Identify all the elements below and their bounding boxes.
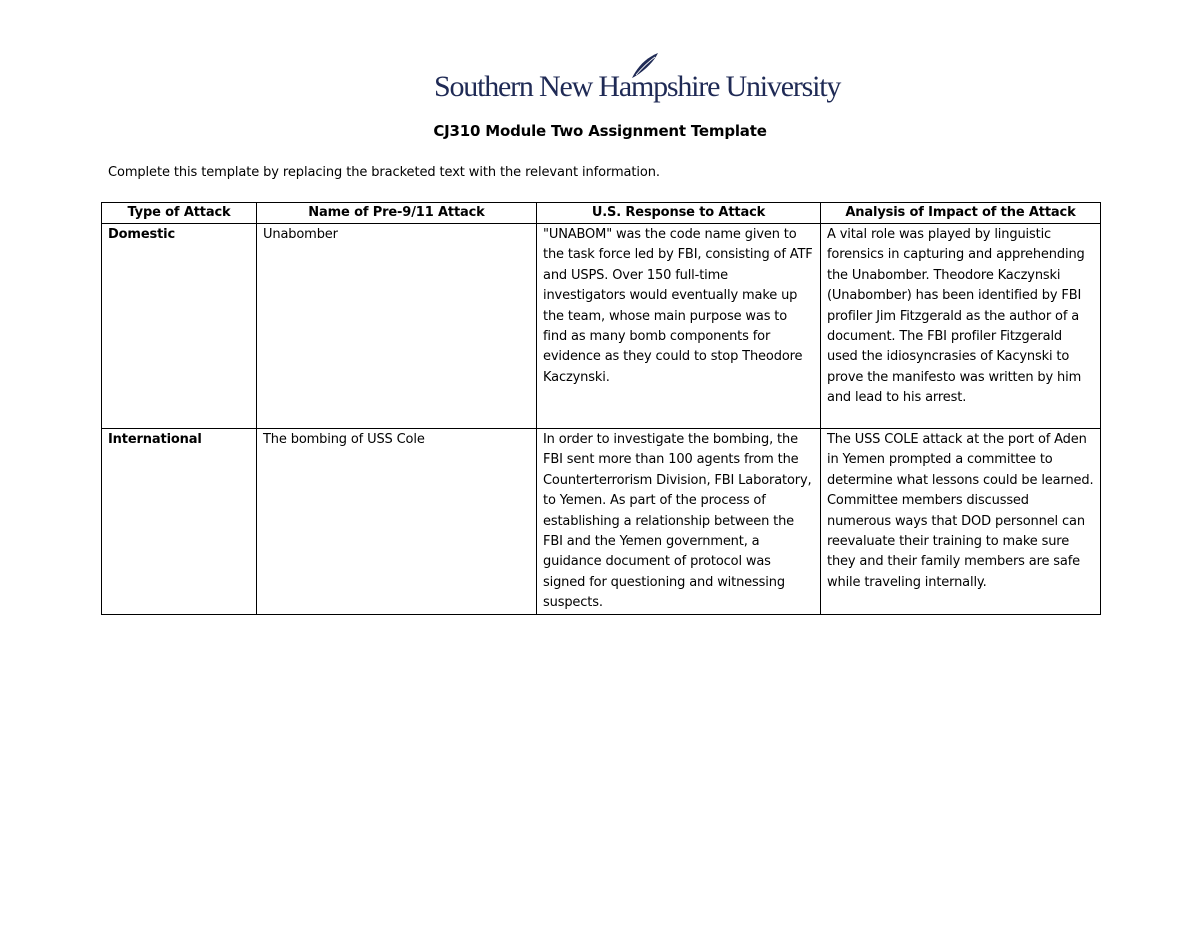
table-row — [102, 224, 1101, 429]
cell-attack-type: International — [102, 429, 257, 615]
cell-response: "UNABOM" was the code name given to the task force led by FBI, consisting of ATF and USPS. Over 150 full-time investigators would eventually make up the team, whose main purpose was to find as many bomb components for evidence as they could to stop Theodore Kaczynski. — [537, 224, 821, 429]
cell-response: In order to investigate the bombing, the FBI sent more than 100 agents from the Counterterrorism Division, FBI Laboratory, to Yemen. As part of the process of establishing a relationship between the FBI and the Yemen government, a guidance document of protocol was signed for questioning and witnessing suspects. — [537, 429, 821, 615]
instructions-text: Complete this template by replacing the bracketed text with the relevant information. — [108, 165, 660, 180]
leaf-icon — [630, 52, 660, 80]
header-analysis-of-impact: Analysis of Impact of the Attack — [821, 203, 1101, 224]
logo-wordmark: Southern New Hampshire University — [434, 70, 841, 103]
header-us-response: U.S. Response to Attack — [537, 203, 821, 224]
header-type-of-attack: Type of Attack — [102, 203, 257, 224]
document-title: CJ310 Module Two Assignment Template — [433, 122, 767, 140]
cell-analysis: A vital role was played by linguistic forensics in capturing and apprehending the Unabomber. Theodore Kaczynski (Unabomber) has been identified by FBI profiler Jim Fitzgerald as the author of a document. The FBI profiler Fitzgerald used the idiosyncrasies of Kacynski to prove the manifesto was written by him and lead to his arrest. — [821, 224, 1101, 429]
university-logo — [434, 52, 841, 104]
header-name-of-attack: Name of Pre-9/11 Attack — [257, 203, 537, 224]
cell-analysis: The USS COLE attack at the port of Aden in Yemen prompted a committee to determine what lessons could be learned. Committee members discussed numerous ways that DOD personnel can reevaluate their training to make sure they and their family members are safe while traveling internally. — [821, 429, 1101, 615]
attack-table — [101, 202, 1101, 615]
cell-attack-name: Unabomber — [257, 224, 537, 429]
table-header-row — [102, 203, 1101, 224]
cell-attack-type: Domestic — [102, 224, 257, 429]
table-row — [102, 429, 1101, 615]
cell-attack-name: The bombing of USS Cole — [257, 429, 537, 615]
